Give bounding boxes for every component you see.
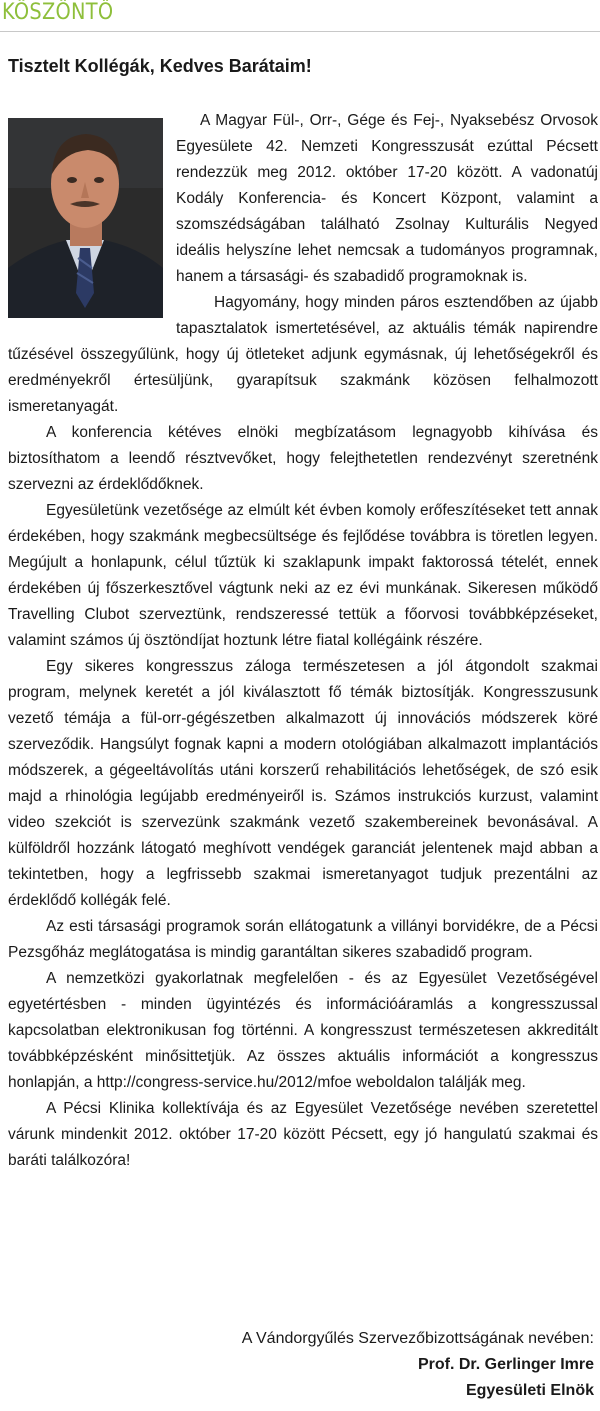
greeting-heading: Tisztelt Kollégák, Kedves Barátaim! — [8, 56, 312, 76]
paragraph-presidency: A konferencia kétéves elnöki megbízatásom legnagyobb kihívása és biztosíthatom a leendő résztvevőket, hogy felejthetetlen rendezvényt szeretnénk szervezni az érdeklődőknek. — [8, 424, 598, 493]
paragraph-program: Egy sikeres kongresszus záloga természetesen a jól átgondolt szakmai program, melynek keretét a jól kiválasztott fő témák biztosítják. Kongresszusunk vezető témája a fül-orr-gégészetben alkalmazott új innovációs módszerek köré szerveződik. Hangsúlyt fognak kapni a modern otológiában alkalmazott implantációs módszerek, a gégeeltávolítás utáni korszerű rehabilitációs lehetőségek, de szó esik majd a rhinológia legújabb eredményeiről is. Számos instrukciós kurzust, valamint video szekciót is szervezünk szakmánk vezető szakembereinek bevonásával. A külföldről hozzánk látogató meghívott vendégek garanciát jelentenek majd abban a tekintetben, hogy a legfrissebb szakmai ismeretanyagot tudjuk prezentálni az érdeklődő kollégák felé. — [8, 658, 598, 909]
paragraph-board-efforts: Egyesületünk vezetősége az elmúlt két évben komoly erőfeszítéseket tett annak érdekében, hogy szakmánk megbecsültsége és fejlődése továbbra is töretlen legyen. Megújult a honlapunk, célul tűztük ki szaklapunk impakt faktorossá tételét, ennek érdekében új főszerkesztővel vágtunk neki az ez évi munkának. Sikeresen működő Travelling Clubot szerveztünk, rendszeressé tettük a főorvosi továbbképzéseket, valamint számos új ösztöndíjat hoztunk létre fiatal kollégáink részére. — [8, 502, 598, 649]
title-divider — [0, 31, 600, 32]
paragraph-tradition: Hagyomány, hogy minden páros esztendőben az újabb tapasztalatok ismertetésével, az aktuális témák napirendre tűzésével összegyűlünk, hogy új ötleteket adjunk egymásnak, új lehetőségekről és eredményekről értesüljünk, gyarapítsuk szakmánk közösen felhalmozott ismeretanyagát. — [8, 294, 598, 415]
paragraph-intro: A Magyar Fül-, Orr-, Gége és Fej-, Nyaksebész Orvosok Egyesülete 42. Nemzeti Kongresszusát ezúttal Pécsett rendezzük meg 2012. október 17-20 között. A vadonatúj Kodály Konferencia- és Koncert Központ, valamint a szomszédságában található Zsolnay Kulturális Negyed ideális helyszíne lehet nemcsak a tudományos programnak, hanem a társasági- és szabadidő programoknak is. — [176, 112, 598, 285]
signature-block — [34, 1326, 594, 1404]
signature-on-behalf: A Vándorgyűlés Szervezőbizottságának nevében: — [241, 1330, 594, 1347]
paragraph-social-programs: Az esti társasági programok során ellátogatunk a villányi borvidékre, de a Pécsi Pezsgőház meglátogatása is mindig garantáltan sikeres szabadidő program. — [8, 918, 598, 961]
signature-role: Egyesületi Elnök — [465, 1382, 594, 1399]
letter-body — [8, 108, 598, 1174]
section-title: KÖSZÖNTŐ — [2, 0, 114, 25]
paragraph-electronic-administration: A nemzetközi gyakorlatnak megfelelően - és az Egyesület Vezetőségével egyetértésben - minden ügyintézés és információáramlás a kongresszussal kapcsolatban elektronikusan fog történni. A kongresszust természetesen akkreditált továbbképzésként minősittetjük. Az összes aktuális információt a kongresszus honlapján, a http://congress-service.hu/2012/mfoe weboldalon találják meg. — [8, 970, 598, 1091]
paragraph-invitation: A Pécsi Klinika kollektívája és az Egyesület Vezetősége nevében szeretettel várunk mindenkit 2012. október 17-20 között Pécsett, egy jó hangulatú szakmai és baráti találkozóra! — [8, 1100, 598, 1169]
signature-name: Prof. Dr. Gerlinger Imre — [417, 1356, 594, 1373]
